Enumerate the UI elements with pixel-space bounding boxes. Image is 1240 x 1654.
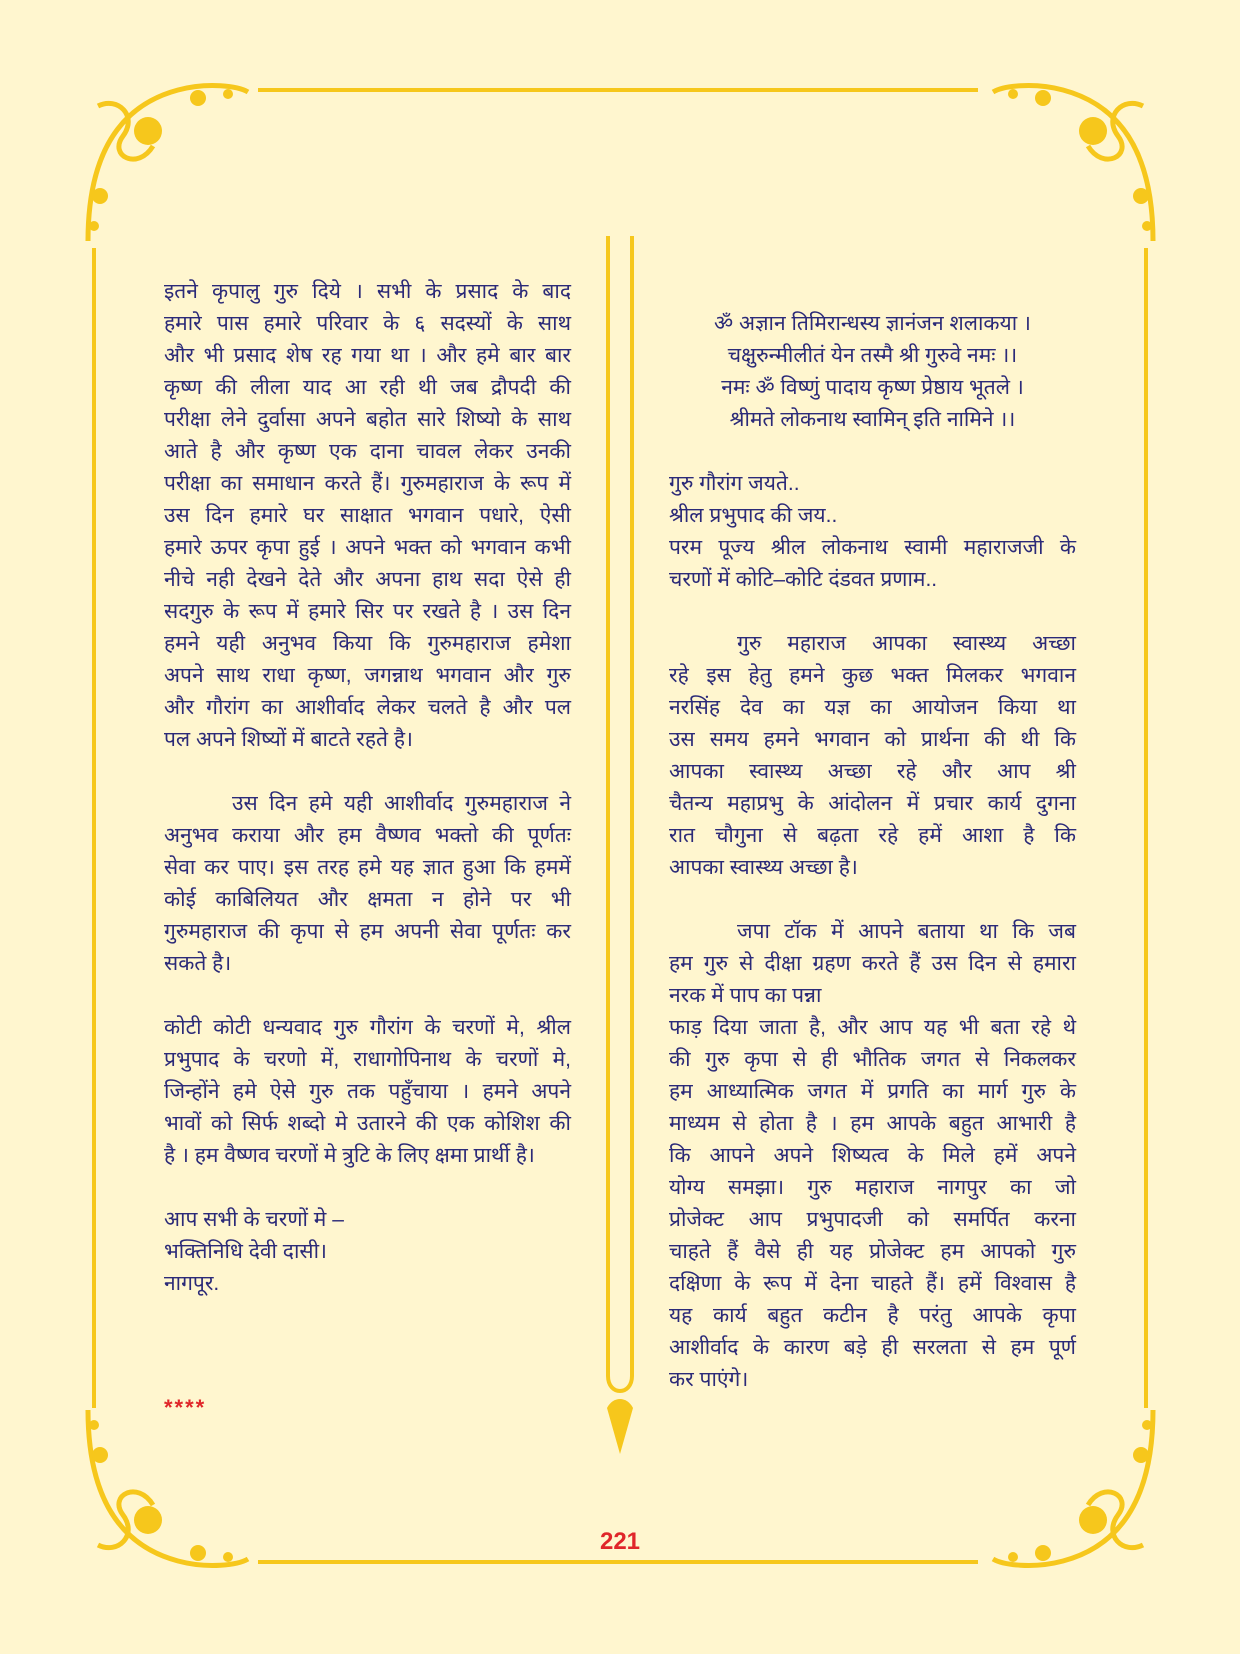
text-line: की गुरु कृपा से ही भौतिक जगत से निकलकर — [669, 1048, 1076, 1071]
text-line: श्रील प्रभुपाद की जय.. — [669, 504, 838, 527]
text-line: आप सभी के चरणों मे – — [164, 1208, 344, 1231]
text-line: जपा टॉक में आपने बताया था कि जब — [737, 920, 1076, 943]
text-line: आपका स्वास्थ्य अच्छा है। — [669, 856, 858, 879]
text-line: नरक में पाप का पन्ना — [669, 984, 822, 1007]
text-line: भावों को सिर्फ शब्दो मे उतारने की एक कोशिश की — [164, 1112, 571, 1135]
text-line: नागपूर. — [164, 1272, 220, 1295]
text-line: दक्षिणा के रूप में देना चाहते हैं। हमें विश्वास है — [669, 1272, 1076, 1295]
blank-line — [669, 884, 1076, 916]
text-line: हम आध्यात्मिक जगत में प्रगति का मार्ग गुरु के — [669, 1080, 1076, 1103]
text-line: हम गुरु से दीक्षा ग्रहण करते हैं उस दिन से हमारा — [669, 952, 1076, 975]
blank-line — [164, 980, 571, 1012]
text-line: उस दिन हमारे घर साक्षात भगवान पधारे, ऐसी — [164, 504, 571, 527]
text-line: उस दिन हमे यही आशीर्वाद गुरुमहाराज ने — [232, 792, 571, 815]
text-line: योग्य समझा। गुरु महाराज नागपुर का जो — [669, 1176, 1076, 1199]
text-line: कोटी कोटी धन्यवाद गुरु गौरांग के चरणों मे, श्रील — [164, 1016, 571, 1039]
text-line: सेवा कर पाए। इस तरह हमे यह ज्ञात हुआ कि हममें — [164, 856, 571, 879]
text-line: है । हम वैष्णव चरणों मे त्रुटि के लिए क्षमा प्रार्थी है। — [164, 1144, 535, 1167]
text-line: जिन्होंने हमे ऐसे गुरु तक पहुँचाया । हमने अपने — [164, 1080, 571, 1103]
blank-line — [164, 1172, 571, 1204]
verse-line: चक्षुरुन्मीलीतं येन तस्मै श्री गुरुवे नमः ।। — [727, 344, 1018, 367]
left-column — [164, 276, 571, 1332]
blank-line — [669, 436, 1076, 468]
text-line: आशीर्वाद के कारण बड़े ही सरलता से हम पूर्ण — [669, 1336, 1076, 1359]
text-line: अपने साथ राधा कृष्ण, जगन्नाथ भगवान और गुरु — [164, 664, 571, 687]
text-line: चाहते हैं वैसे ही यह प्रोजेक्ट हम आपको गुरु — [669, 1240, 1076, 1263]
text-line: और भी प्रसाद शेष रह गया था । और हमे बार बार — [164, 344, 571, 367]
text-line: नरसिंह देव का यज्ञ का आयोजन किया था — [669, 696, 1076, 719]
text-line: कोई काबिलियत और क्षमता न होने पर भी — [164, 888, 571, 911]
blank-line — [164, 756, 571, 788]
corner-ornament-top-right — [988, 76, 1163, 251]
text-line: सदगुरु के रूप में हमारे सिर पर रखते है । उस दिन — [164, 600, 571, 623]
text-line: हमारे ऊपर कृपा हुई । अपने भक्त को भगवान कभी — [164, 536, 571, 559]
text-line: परीक्षा का समाधान करते हैं। गुरुमहाराज के रूप में — [164, 472, 571, 495]
page-number: 221 — [599, 1528, 641, 1555]
text-line: कृष्ण की लीला याद आ रही थी जब द्रौपदी की — [164, 376, 571, 399]
right-column — [669, 308, 1076, 1396]
left-border-line — [92, 248, 96, 1408]
right-border-line — [1144, 248, 1148, 1408]
verse-line: श्रीमते लोकनाथ स्वामिन् इति नामिने ।। — [729, 408, 1016, 431]
text-line: पल अपने शिष्यों में बाटते रहते है। — [164, 728, 413, 751]
text-line: इतने कृपालु गुरु दिये । सभी के प्रसाद के बाद — [164, 280, 571, 303]
text-line: कर पाएंगे। — [669, 1368, 749, 1391]
text-line: गुरु महाराज आपका स्वास्थ्य अच्छा — [737, 632, 1076, 655]
text-line: और गौरांग का आशीर्वाद लेकर चलते है और पल — [164, 696, 571, 719]
text-line: कि आपने अपने शिष्यत्व के मिले हमें अपने — [669, 1144, 1076, 1167]
verse-line: नमः ॐ विष्णुं पादाय कृष्ण प्रेष्ठाय भूतले । — [721, 376, 1024, 399]
text-line: गुरुमहाराज की कृपा से हम अपनी सेवा पूर्णतः कर — [164, 920, 571, 943]
text-line: परम पूज्य श्रील लोकनाथ स्वामी महाराजजी के — [669, 536, 1076, 559]
text-line: प्रभुपाद के चरणो में, राधागोपिनाथ के चरणों मे, — [164, 1048, 571, 1071]
text-line: उस समय हमने भगवान को प्रार्थना की थी कि — [669, 728, 1076, 751]
blank-line — [164, 1300, 571, 1332]
text-line: यह कार्य बहुत कटीन है परंतु आपके कृपा — [669, 1304, 1076, 1327]
text-line: हमने यही अनुभव किया कि गुरुमहाराज हमेशा — [164, 632, 571, 655]
text-line: परीक्षा लेने दुर्वासा अपने बहोत सारे शिष्यो के साथ — [164, 408, 571, 431]
text-line: अनुभव कराया और हम वैष्णव भक्तो की पूर्णतः — [164, 824, 571, 847]
text-line: हमारे पास हमारे परिवार के ६ सदस्यों के साथ — [164, 312, 571, 335]
corner-ornament-top-left — [78, 76, 253, 251]
center-column-divider — [603, 236, 637, 1456]
text-line: नीचे नही देखने देते और अपना हाथ सदा ऐसे ही — [164, 568, 571, 591]
text-line: भक्तिनिधि देवी दासी। — [164, 1240, 327, 1263]
text-line: सकते है। — [164, 952, 232, 975]
text-line: रात चौगुना से बढ़ता रहे हमें आशा है कि — [669, 824, 1076, 847]
text-line: फाड़ दिया जाता है, और आप यह भी बता रहे थे — [669, 1016, 1076, 1039]
section-end-stars: **** — [164, 1395, 207, 1420]
text-line: रहे इस हेतु हमने कुछ भक्त मिलकर भगवान — [669, 664, 1076, 687]
text-line: आते है और कृष्ण एक दाना चावल लेकर उनकी — [164, 440, 571, 463]
text-line: चरणों में कोटि–कोटि दंडवत प्रणाम.. — [669, 568, 938, 591]
top-border-line — [258, 88, 978, 92]
blank-line — [669, 596, 1076, 628]
verse-line: ॐ अज्ञान तिमिरान्धस्य ज्ञानंजन शलाकया । — [714, 312, 1031, 335]
text-line: प्रोजेक्ट आप प्रभुपादजी को समर्पित करना — [669, 1208, 1076, 1231]
text-line: चैतन्य महाप्रभु के आंदोलन में प्रचार कार्य दुगना — [669, 792, 1076, 815]
text-line: माध्यम से होता है । हम आपके बहुत आभारी है — [669, 1112, 1076, 1135]
text-line: गुरु गौरांग जयते.. — [669, 472, 800, 495]
bottom-border-line — [258, 1560, 978, 1564]
text-line: आपका स्वास्थ्य अच्छा रहे और आप श्री — [669, 760, 1076, 783]
